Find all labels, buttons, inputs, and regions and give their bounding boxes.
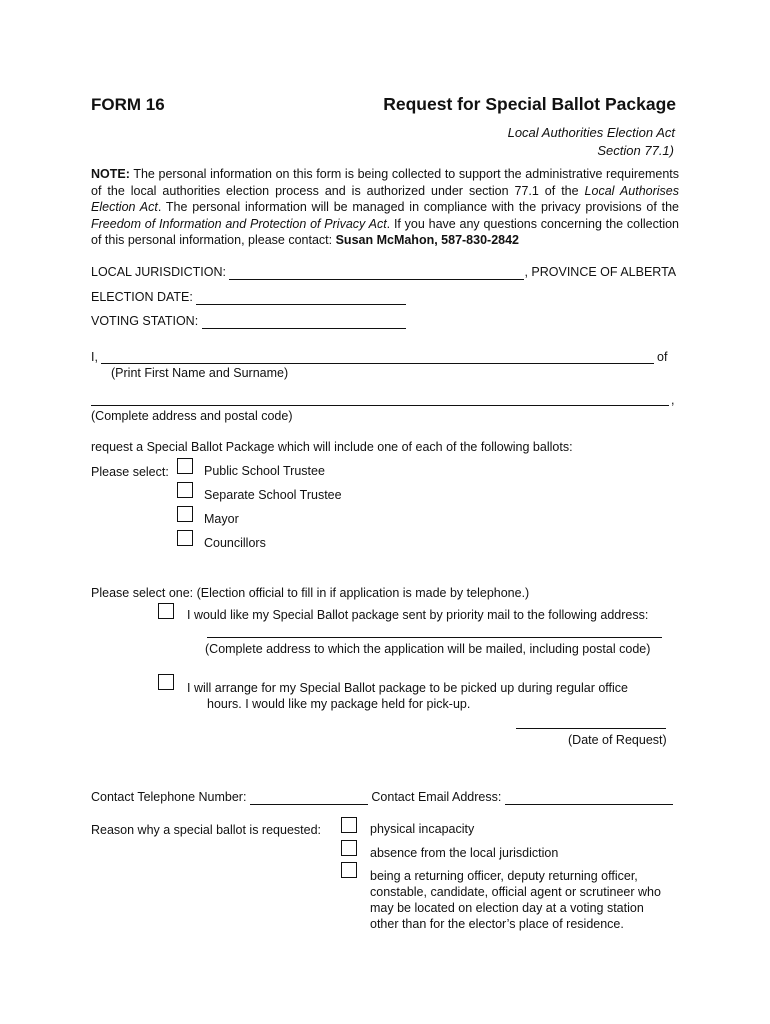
voting-station-row bbox=[91, 314, 406, 329]
pickup-option-line2: hours. I would like my package held for pick-up. bbox=[207, 697, 471, 711]
reason-option-official-line4: other than for the elector’s place of residence. bbox=[370, 917, 624, 931]
ballot-checkbox-public-school[interactable] bbox=[177, 458, 193, 474]
ballot-option-councillors: Councillors bbox=[204, 536, 266, 550]
reason-option-official-line3: may be located on election day at a voting station bbox=[370, 901, 644, 915]
act-section: Section 77.1) bbox=[597, 143, 674, 158]
election-date-field[interactable] bbox=[196, 290, 406, 305]
reason-option-incapacity: physical incapacity bbox=[370, 822, 475, 836]
email-field[interactable] bbox=[505, 790, 673, 805]
note-text-2: . The personal information will be managed in compliance with the privacy provisions of the bbox=[157, 200, 679, 215]
reason-option-official-line2: constable, candidate, official agent or scrutineer who bbox=[370, 885, 661, 899]
voting-station-label: VOTING STATION: bbox=[91, 314, 199, 328]
jurisdiction-row bbox=[91, 265, 676, 280]
election-date-row bbox=[91, 290, 406, 305]
mail-checkbox[interactable] bbox=[158, 603, 174, 619]
reason-option-absence: absence from the local jurisdiction bbox=[370, 846, 559, 860]
name-field[interactable] bbox=[101, 363, 654, 364]
address-field[interactable] bbox=[91, 405, 669, 406]
reason-label: Reason why a special ballot is requested: bbox=[91, 823, 321, 837]
note-contact: Susan McMahon, 587-830-2842 bbox=[335, 233, 520, 248]
privacy-note bbox=[91, 166, 679, 249]
note-act-2: Freedom of Information and Protection of Privacy Act bbox=[91, 216, 387, 231]
form-number: FORM 16 bbox=[91, 95, 165, 114]
delivery-intro: Please select one: (Election official to fill in if application is made by telephone.) bbox=[91, 586, 530, 600]
pickup-checkbox[interactable] bbox=[158, 674, 174, 690]
ballot-option-public-school: Public School Trustee bbox=[204, 464, 325, 478]
address-comma: , bbox=[671, 393, 675, 407]
email-label: Contact Email Address: bbox=[371, 790, 502, 804]
note-text-1: The personal information on this form is being collected to support the administrative requirements of the local authorities election process and is authorized under section 77.1 of the bbox=[91, 167, 679, 198]
mail-option: I would like my Special Ballot package sent by priority mail to the following address: bbox=[187, 608, 649, 622]
note-act-1: Local Authorises Election Act bbox=[91, 183, 679, 215]
ballot-option-mayor: Mayor bbox=[204, 512, 239, 526]
pickup-option-line1: I will arrange for my Special Ballot package to be picked up during regular office bbox=[187, 681, 628, 695]
ballot-checkbox-councillors[interactable] bbox=[177, 530, 193, 546]
please-select-label: Please select: bbox=[91, 465, 169, 479]
jurisdiction-field[interactable] bbox=[229, 265, 524, 280]
ballot-checkbox-mayor[interactable] bbox=[177, 506, 193, 522]
mail-address-field[interactable] bbox=[207, 637, 662, 638]
election-date-label: ELECTION DATE: bbox=[91, 290, 193, 304]
note-text-3: . If you have any questions concerning the collection of this personal information, please contact: bbox=[91, 216, 680, 248]
province-suffix: , PROVINCE OF ALBERTA bbox=[524, 265, 677, 279]
reason-checkbox-absence[interactable] bbox=[341, 840, 357, 856]
phone-field[interactable] bbox=[250, 790, 368, 805]
request-date-field[interactable] bbox=[516, 728, 666, 729]
i-prefix: I, bbox=[91, 350, 98, 364]
jurisdiction-label: LOCAL JURISDICTION: bbox=[91, 265, 226, 279]
of-suffix: of bbox=[657, 350, 668, 364]
ballot-checkbox-separate-school[interactable] bbox=[177, 482, 193, 498]
name-hint: (Print First Name and Surname) bbox=[111, 366, 289, 380]
request-date-hint: (Date of Request) bbox=[568, 733, 667, 747]
reason-option-official-line1: being a returning officer, deputy returning officer, bbox=[370, 869, 638, 883]
contact-row bbox=[91, 790, 673, 805]
address-hint: (Complete address and postal code) bbox=[91, 409, 293, 423]
phone-label: Contact Telephone Number: bbox=[91, 790, 247, 804]
request-intro: request a Special Ballot Package which will include one of each of the following ballots: bbox=[91, 440, 573, 454]
reason-checkbox-official[interactable] bbox=[341, 862, 357, 878]
voting-station-field[interactable] bbox=[202, 314, 406, 329]
act-name: Local Authorities Election Act bbox=[507, 125, 675, 140]
ballot-option-separate-school: Separate School Trustee bbox=[204, 488, 342, 502]
note-label: NOTE: bbox=[91, 167, 130, 181]
reason-checkbox-incapacity[interactable] bbox=[341, 817, 357, 833]
form-title: Request for Special Ballot Package bbox=[383, 94, 676, 114]
mail-address-hint: (Complete address to which the application will be mailed, including postal code) bbox=[205, 642, 651, 656]
